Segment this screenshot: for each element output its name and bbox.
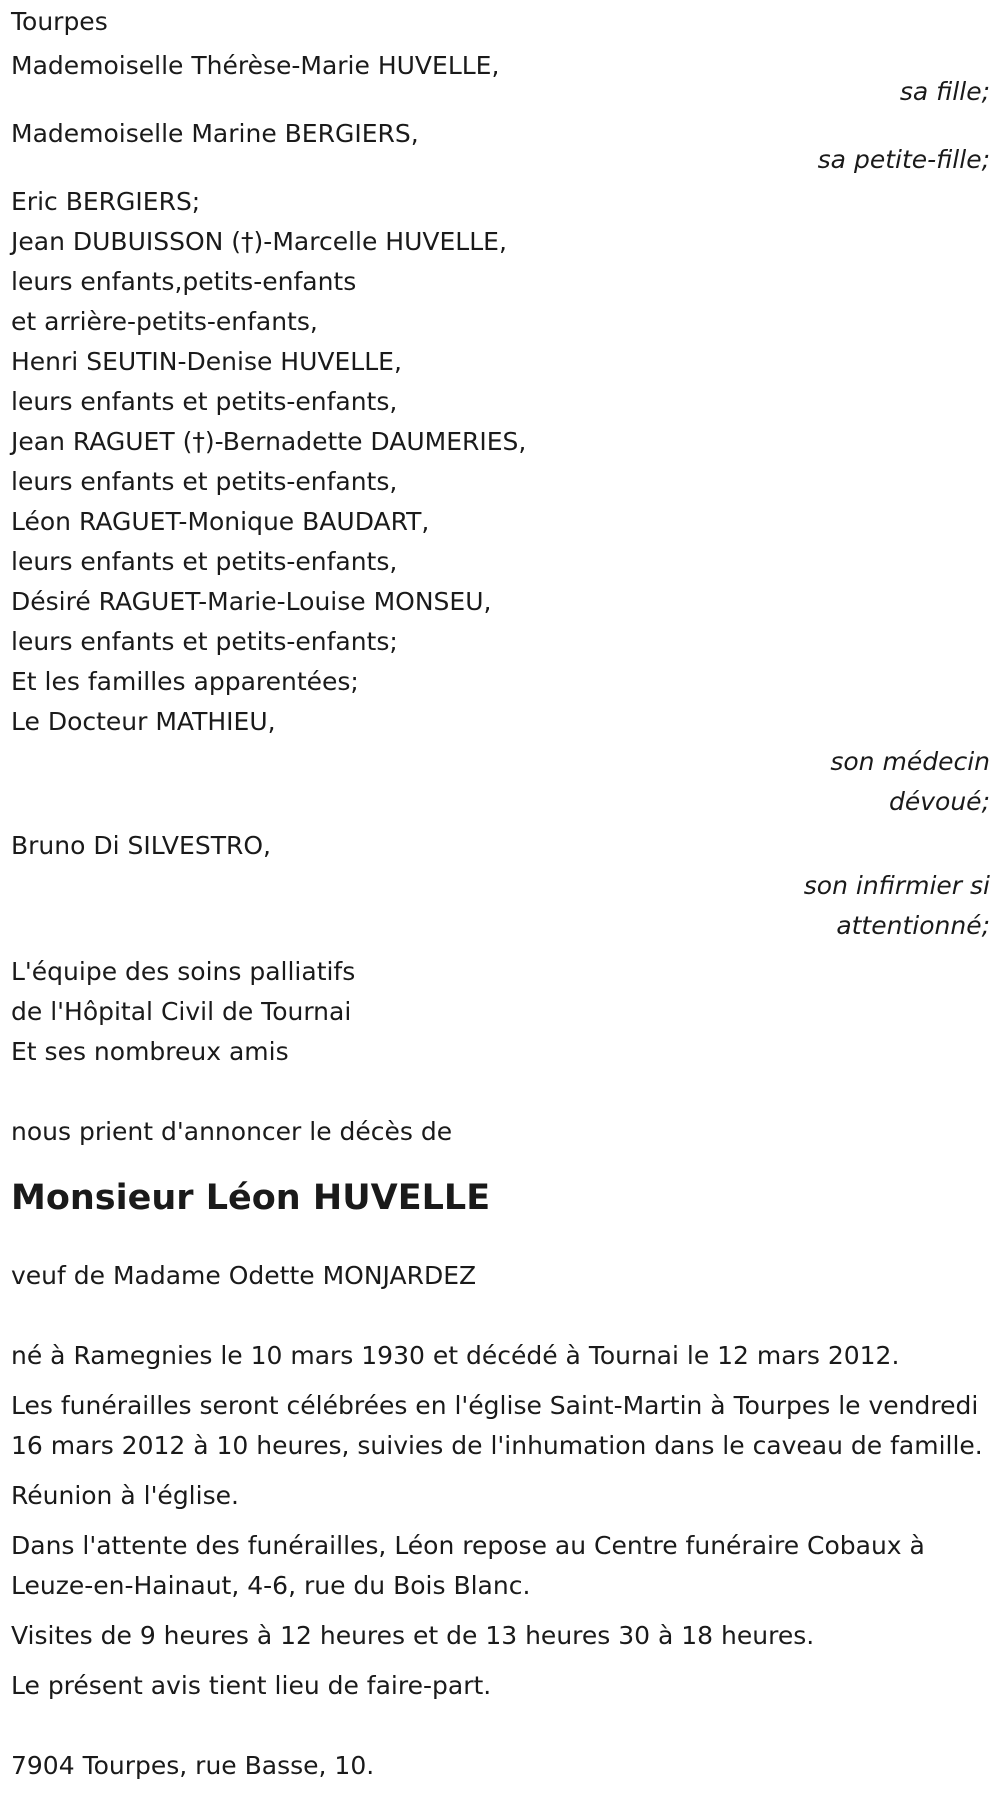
detail-paragraph: Réunion à l'église. bbox=[11, 1481, 239, 1510]
family-line: Le Docteur MATHIEU, bbox=[11, 707, 276, 736]
obituary-page bbox=[0, 2, 1000, 1820]
relative-row bbox=[11, 46, 994, 112]
detail-paragraph: Dans l'attente des funérailles, Léon repose au Centre funéraire Cobaux à Leuze-en-Hainaut, 4-6, rue du Bois Blanc. bbox=[11, 1531, 925, 1600]
location-heading: Tourpes bbox=[11, 7, 108, 36]
family-list bbox=[11, 182, 994, 742]
detail-paragraph: né à Ramegnies le 10 mars 1930 et décédé à Tournai le 12 mars 2012. bbox=[11, 1341, 900, 1370]
family-line: leurs enfants et petits-enfants; bbox=[11, 627, 398, 656]
detail-paragraph: Les funérailles seront célébrées en l'église Saint-Martin à Tourpes le vendredi 16 mars 2012 à 10 heures, suivies de l'inhumation dans le caveau de famille. bbox=[11, 1391, 983, 1460]
doctor-role-line: dévoué; bbox=[889, 787, 990, 816]
family-line: Léon RAGUET-Monique BAUDART, bbox=[11, 507, 430, 536]
details-section bbox=[11, 1336, 994, 1706]
team-line: L'équipe des soins palliatifs bbox=[11, 957, 356, 986]
family-line: Henri SEUTIN-Denise HUVELLE, bbox=[11, 347, 402, 376]
doctor-role bbox=[11, 742, 994, 822]
doctor-role-line: son médecin bbox=[830, 747, 990, 776]
family-line: leurs enfants et petits-enfants, bbox=[11, 387, 398, 416]
relative-row bbox=[11, 114, 994, 180]
family-line: leurs enfants et petits-enfants, bbox=[11, 547, 398, 576]
nurse-name: Bruno Di SILVESTRO, bbox=[11, 831, 271, 860]
family-line: Jean DUBUISSON (†)-Marcelle HUVELLE, bbox=[11, 227, 507, 256]
family-line: Jean RAGUET (†)-Bernadette DAUMERIES, bbox=[11, 427, 527, 456]
nurse-role-line: attentionné; bbox=[836, 911, 990, 940]
detail-paragraph: Visites de 9 heures à 12 heures et de 13 heures 30 à 18 heures. bbox=[11, 1621, 815, 1650]
detail-paragraph: Le présent avis tient lieu de faire-part. bbox=[11, 1671, 492, 1700]
relative-role: sa fille; bbox=[899, 77, 990, 106]
team-line: de l'Hôpital Civil de Tournai bbox=[11, 997, 352, 1026]
relative-role: sa petite-fille; bbox=[817, 145, 990, 174]
relative-name: Mademoiselle Thérèse-Marie HUVELLE, bbox=[11, 51, 500, 80]
address-text: 7904 Tourpes, rue Basse, 10. bbox=[11, 1751, 375, 1780]
team-list bbox=[11, 952, 994, 1072]
announce-text: nous prient d'annoncer le décès de bbox=[11, 1117, 453, 1146]
family-line: Et les familles apparentées; bbox=[11, 667, 359, 696]
family-line: leurs enfants et petits-enfants, bbox=[11, 467, 398, 496]
obituary-content bbox=[11, 2, 994, 1786]
nurse-row bbox=[11, 826, 994, 946]
family-line: Eric BERGIERS; bbox=[11, 187, 201, 216]
team-line: Et ses nombreux amis bbox=[11, 1037, 289, 1066]
deceased-name: Monsieur Léon HUVELLE bbox=[11, 1178, 491, 1218]
relative-name: Mademoiselle Marine BERGIERS, bbox=[11, 119, 419, 148]
widower-text: veuf de Madame Odette MONJARDEZ bbox=[11, 1261, 477, 1290]
family-line: et arrière-petits-enfants, bbox=[11, 307, 318, 336]
family-line: Désiré RAGUET-Marie-Louise MONSEU, bbox=[11, 587, 492, 616]
nurse-role-line: son infirmier si bbox=[803, 871, 990, 900]
family-line: leurs enfants,petits-enfants bbox=[11, 267, 357, 296]
